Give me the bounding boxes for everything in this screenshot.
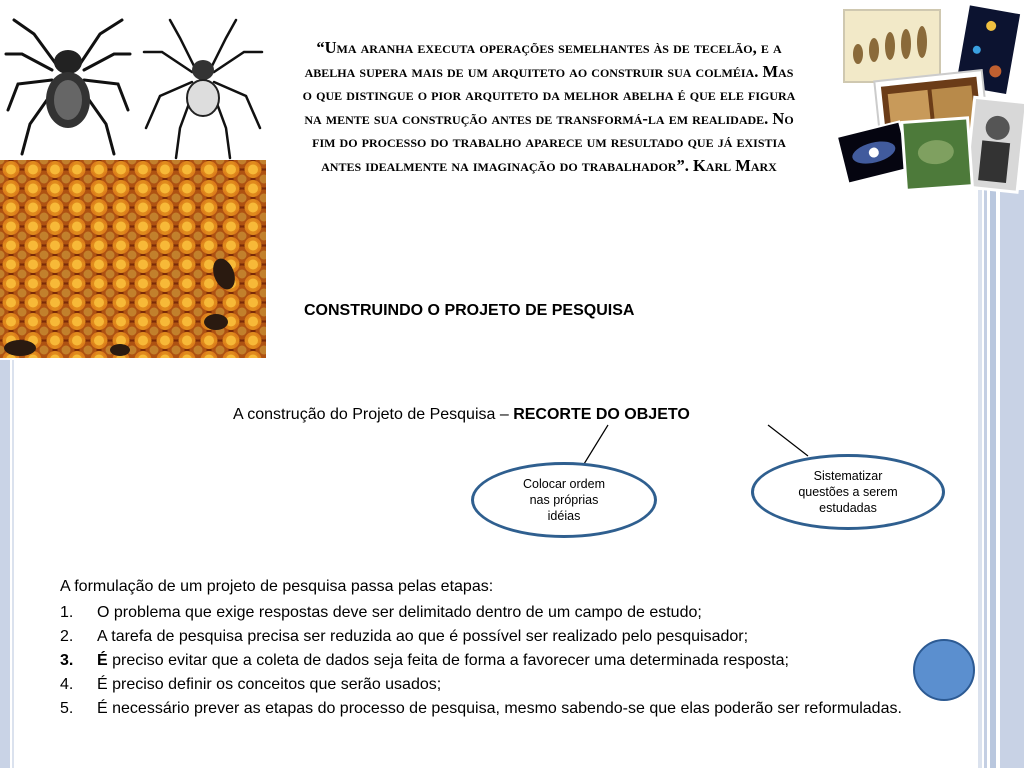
list-item-first: O: [97, 604, 110, 621]
list-item-number: 1.: [60, 604, 74, 621]
list-item-text: preciso definir os conceitos que serão usados;: [107, 676, 442, 693]
slide-title: CONSTRUINDO O PROJETO DE PESQUISA: [304, 302, 635, 319]
list-item-number: 5.: [60, 700, 74, 717]
list-item-text: tarefa de pesquisa precisa ser reduzida ao que é possível ser realizado pelo pesquisador;: [106, 628, 749, 645]
list-item: [60, 649, 980, 673]
ellipse-right-text: Sistematizar questões a serem estudadas: [798, 469, 898, 515]
darwin-picture: [965, 97, 1024, 192]
ellipse-left: [471, 462, 657, 538]
list-item: [60, 673, 980, 697]
ellipse-right: [751, 454, 945, 530]
decorative-blue-circle: [913, 639, 975, 701]
steps-list: [60, 601, 980, 721]
karl-marx-quote: “Uma aranha executa operações semelhantes às de tecelão, e a abelha supera mais de um arquiteto ao construir sua colméia. Mas o que distingue o pior arquiteto da melhor abelha é que ele figura na mente sua construção antes de transformá-la em realidade. No fim do processo do trabalho aparece um resultado que já existia antes idealmente na imaginação do trabalhador”. Karl Marx: [302, 38, 796, 175]
list-item-first: A: [97, 628, 107, 645]
list-item-text: necessário prever as etapas do processo de pesquisa, mesmo sabendo-se que elas poderão ser reformuladas.: [107, 700, 902, 717]
list-item-number: 3.: [60, 652, 74, 669]
subtitle-prefix: A construção do Projeto de Pesquisa –: [233, 406, 514, 423]
galaxy-picture: [838, 122, 911, 184]
ellipse-left-text: Colocar ordem nas próprias idéias: [523, 477, 605, 523]
list-item: [60, 625, 980, 649]
dinosaur-picture: [902, 118, 973, 190]
list-item: [60, 697, 980, 721]
image-collage: [838, 4, 1024, 194]
subtitle-highlight: RECORTE DO OBJETO: [513, 406, 690, 423]
list-item-text: problema que exige respostas deve ser delimitado dentro de um campo de estudo;: [109, 604, 702, 621]
list-item: [60, 601, 980, 625]
list-item-number: 2.: [60, 628, 74, 645]
list-intro: A formulação de um projeto de pesquisa passa pelas etapas:: [60, 578, 494, 595]
list-item-text: preciso evitar que a coleta de dados seja feita de forma a favorecer uma determinada resposta;: [107, 652, 789, 669]
list-item-first: É: [97, 700, 108, 717]
list-item-first: É: [97, 676, 108, 693]
list-item-first: É: [97, 652, 108, 669]
evolution-picture: [844, 10, 940, 82]
list-item-number: 4.: [60, 676, 74, 693]
